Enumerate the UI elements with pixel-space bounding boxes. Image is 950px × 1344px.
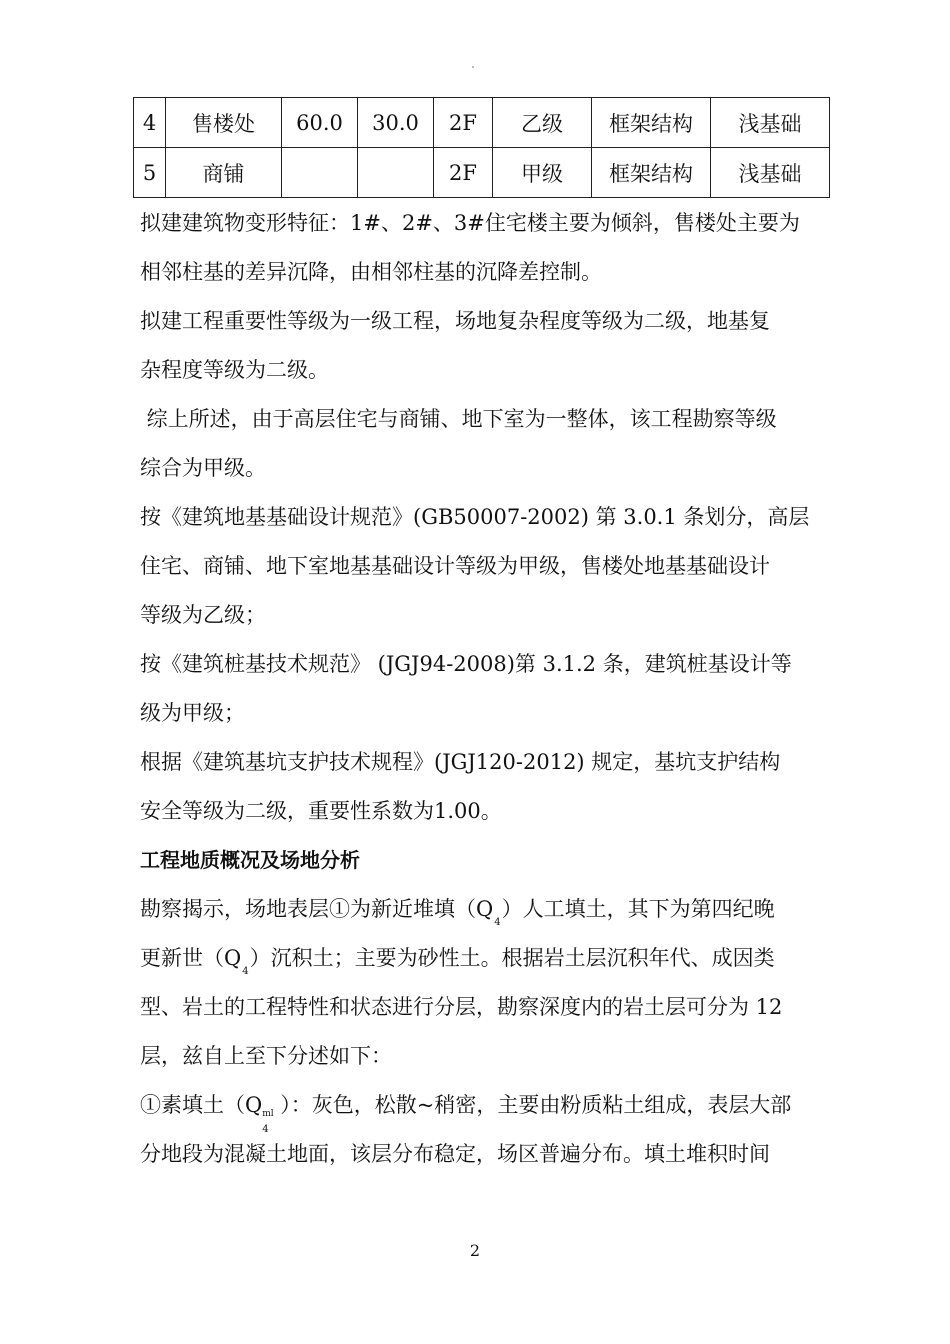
text-line	[140, 885, 830, 934]
text-line: 相邻柱基的差异沉降，由相邻柱基的沉降差控制。	[140, 260, 602, 284]
table-cell: 售楼处	[166, 98, 282, 148]
text-line: 分地段为混凝土地面，该层分布稳定，场区普遍分布。填土堆积时间	[140, 1142, 770, 1166]
text-line	[140, 1081, 830, 1135]
text-line: 综上所述，由于高层住宅与商铺、地下室为一整体，该工程勘察等级	[140, 407, 777, 431]
section-heading: 工程地质概况及场地分析	[140, 848, 360, 872]
page-number: 2	[469, 1241, 481, 1260]
subscript: 4	[262, 1123, 269, 1135]
table-cell: 60.0	[282, 98, 358, 148]
text-line: 根据《建筑基坑支护技术规程》(JGJ120-2012) 规定，基坑支护结构	[140, 750, 781, 774]
text-segment: ）沉积土；主要为砂性土。根据岩土层沉积年代、成因类	[249, 946, 775, 970]
table-cell: 框架结构	[592, 148, 711, 198]
sub-superscript	[262, 1097, 280, 1135]
text-line: 按《建筑地基基础设计规范》(GB50007-2002) 第 3.0.1 条划分，高层	[140, 505, 810, 529]
table-cell: 2F	[434, 98, 493, 148]
text-segment: ①素填土（Q	[140, 1093, 263, 1117]
text-line: 拟建建筑物变形特征：1#、2#、3#住宅楼主要为倾斜，售楼处主要为	[140, 211, 800, 235]
table-cell	[282, 148, 358, 198]
subscript: 4	[242, 966, 249, 977]
text-line: 住宅、商铺、地下室地基基础设计等级为甲级，售楼处地基基础设计	[140, 554, 770, 578]
table-cell: 5	[134, 148, 166, 198]
table-cell	[358, 148, 434, 198]
text-line: 按《建筑桩基技术规范》 (JGJ94-2008)第 3.1.2 条，建筑桩基设计等	[140, 652, 792, 676]
table-cell: 乙级	[493, 98, 592, 148]
text-line: 层，兹自上至下分述如下：	[140, 1044, 392, 1068]
text-segment: ）：灰色，松散~稍密，主要由粉质粘土组成，表层大部	[280, 1093, 792, 1117]
table-cell: 2F	[434, 148, 493, 198]
text-segment: ）人工填土，其下为第四纪晚	[501, 897, 775, 921]
table-cell: 商铺	[166, 148, 282, 198]
building-table	[133, 97, 830, 198]
table-cell: 框架结构	[592, 98, 711, 148]
table-row	[134, 148, 830, 198]
text-segment: 更新世（Q	[140, 946, 242, 970]
table-cell: 浅基础	[711, 148, 830, 198]
text-line: 等级为乙级；	[140, 603, 266, 627]
table-cell: 浅基础	[711, 98, 830, 148]
decorative-dot	[472, 66, 474, 68]
table-cell: 4	[134, 98, 166, 148]
text-line: 拟建工程重要性等级为一级工程，场地复杂程度等级为二级，地基复	[140, 309, 770, 333]
table-cell: 甲级	[493, 148, 592, 198]
superscript: ml	[262, 1108, 274, 1119]
text-line: 级为甲级；	[140, 701, 245, 725]
table-cell: 30.0	[358, 98, 434, 148]
text-line: 型、岩土的工程特性和状态进行分层，勘察深度内的岩土层可分为 12	[140, 995, 783, 1019]
document-body	[140, 199, 830, 1179]
table-row	[134, 98, 830, 148]
text-line	[140, 934, 830, 983]
subscript: 4	[494, 917, 501, 928]
text-line: 安全等级为二级，重要性系数为1.00。	[140, 799, 502, 823]
text-line: 杂程度等级为二级。	[140, 358, 329, 382]
text-line: 综合为甲级。	[140, 456, 266, 480]
text-segment: 勘察揭示，场地表层①为新近堆填（Q	[140, 897, 494, 921]
